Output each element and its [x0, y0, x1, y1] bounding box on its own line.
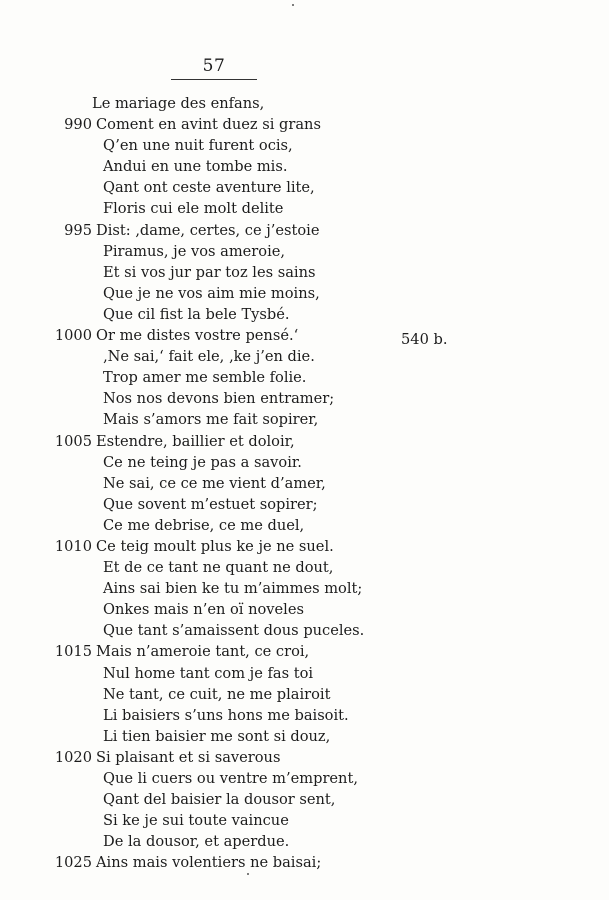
verse-line	[0, 114, 609, 135]
verse-text: Mais n’ameroie tant, ce croi,	[96, 643, 310, 661]
verse-text: Q’en une nuit furent ocis,	[103, 137, 293, 155]
verse-line	[0, 515, 609, 536]
verse-line	[0, 388, 609, 409]
verse-line	[0, 789, 609, 810]
marginal-folio-note: 540 b.	[401, 331, 448, 348]
verse-line	[0, 599, 609, 620]
verse-text: Nul home tant com je fas toi	[103, 664, 314, 682]
verse-text: Que je ne vos aim mie moins,	[103, 284, 320, 302]
verse-line	[0, 325, 609, 346]
verse-line	[0, 768, 609, 789]
verse-line	[0, 705, 609, 726]
line-number: 1010	[54, 537, 92, 555]
verse-text: Or me distes vostre pensé.‘	[96, 327, 299, 345]
page-number: 57	[202, 56, 226, 76]
verse-text: Trop amer me semble folie.	[103, 369, 307, 387]
verse-text: Ce ne teing je pas a savoir.	[103, 453, 302, 471]
verse-line	[0, 852, 609, 873]
line-number: 1000	[54, 327, 92, 345]
verse-line	[0, 747, 609, 768]
verse-line	[0, 494, 609, 515]
verse-text: Et de ce tant ne quant ne dout,	[103, 559, 334, 577]
verse-line	[0, 431, 609, 452]
line-number: 1020	[54, 748, 92, 766]
verse-text: Floris cui ele molt delite	[103, 200, 284, 218]
verse-text: Que cil fist la bele Tysbé.	[103, 305, 290, 323]
verse-line	[0, 177, 609, 198]
verse-text: Mais s’amors me fait sopirer,	[103, 411, 319, 429]
verse-text: Ne tant, ce cuit, ne me plairoit	[103, 685, 331, 703]
line-number: 1015	[54, 643, 92, 661]
verse-text: Nos nos devons bien entramer;	[103, 390, 335, 408]
verse-line	[0, 346, 609, 367]
verse-text: Onkes mais n’en oï noveles	[103, 601, 304, 619]
verse-line	[0, 620, 609, 641]
verse-line	[0, 641, 609, 662]
verse-text: Qant del baisier la dousor sent,	[103, 791, 336, 809]
line-number: 995	[64, 221, 92, 239]
verse-text: Et si vos jur par toz les sains	[103, 263, 316, 281]
verse-line	[0, 198, 609, 219]
verse-line	[0, 283, 609, 304]
verse-line	[0, 156, 609, 177]
verse-text: Li baisiers s’uns hons me baisoit.	[103, 706, 349, 724]
verse-list	[0, 93, 609, 873]
verse-line	[0, 262, 609, 283]
verse-text: Li tien baisier me sont si douz,	[103, 727, 331, 745]
verse-line	[0, 810, 609, 831]
verse-text: Ains sai bien ke tu m’aimmes molt;	[103, 580, 363, 598]
verse-text: Coment en avint duez si grans	[96, 116, 321, 134]
line-number: 1025	[54, 854, 92, 872]
scan-speck	[292, 4, 294, 6]
verse-line	[0, 473, 609, 494]
verse-line	[0, 367, 609, 388]
verse-text: Que li cuers ou ventre m’emprent,	[103, 770, 358, 787]
verse-text: Que tant s’amaissent dous puceles.	[103, 622, 365, 640]
verse-text: Ce me debrise, ce me duel,	[103, 516, 305, 534]
verse-text: Andui en une tombe mis.	[103, 158, 288, 176]
verse-text: Piramus, je vos ameroie,	[103, 242, 286, 260]
line-number: 1005	[54, 432, 92, 450]
verse-line	[0, 663, 609, 684]
verse-line	[0, 409, 609, 430]
verse-line	[0, 726, 609, 747]
line-number: 990	[64, 116, 92, 134]
verse-text: Ains mais volentiers ne baisai;	[96, 854, 322, 872]
verse-text: Ce teig moult plus ke je ne suel.	[96, 537, 334, 555]
verse-line	[0, 578, 609, 599]
verse-text: Ne sai, ce ce me vient d’amer,	[103, 474, 326, 492]
verse-line	[0, 241, 609, 262]
verse-line	[0, 684, 609, 705]
verse-text: De la dousor, et aperdue.	[103, 833, 290, 851]
verse-line	[0, 536, 609, 557]
verse-line	[0, 220, 609, 241]
verse-line	[0, 452, 609, 473]
verse-text: ‚Ne sai,‘ fait ele, ‚ke j’en die.	[103, 348, 315, 366]
verse-text: Si plaisant et si saverous	[96, 748, 281, 766]
verse-line	[0, 304, 609, 325]
header-rule	[171, 79, 257, 80]
verse-text: Si ke je sui toute vaincue	[103, 812, 289, 830]
verse-text: Que sovent m’estuet sopirer;	[103, 495, 318, 513]
verse-line	[0, 557, 609, 578]
verse-line	[0, 135, 609, 156]
verse-line	[0, 831, 609, 852]
verse-text: Qant ont ceste aventure lite,	[103, 179, 315, 197]
verse-text: Dist: ‚dame, certes, ce j’estoie	[96, 221, 320, 239]
verse-text: Estendre, baillier et doloir,	[96, 432, 295, 450]
verse-text: Le mariage des enfans,	[92, 95, 265, 112]
verse-line	[0, 93, 609, 114]
